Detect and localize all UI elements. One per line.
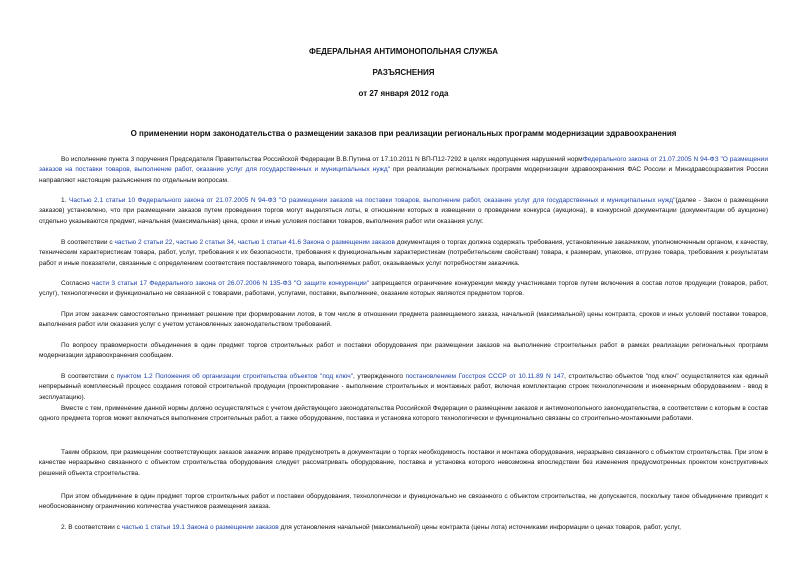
article-19-1-link[interactable]: частью 1 статьи 19.1 Закона о размещении заказов [121, 524, 279, 531]
gosstroy-resolution-link[interactable]: постановлением Госстроя СССР от 10.11.89 N 147 [405, 373, 565, 380]
paragraph-intro [39, 155, 768, 186]
article-41-6-link[interactable]: частью 1 статьи 41.6 Закона о размещении заказов [237, 239, 395, 246]
paragraph-conclusion: Таким образом, при размещении соответствующих заказов заказчик вправе предусмотреть в документации о торгах необходимость поставки и монтажа оборудования, неразрывно связанного с объектом строительства. При этом в качестве неразрывно связанного с объектом строительства оборудования следует рассматривать оборудование, поставка и установка которого невозможна впоследствии без изменения предусмотренных проектом конструктивных решений объекта строительства. [39, 449, 768, 477]
separator-text: , [233, 239, 238, 246]
paragraph-turnkey [39, 372, 768, 403]
paragraph-text: документация о торгах должна содержать требования, установленные заказчиком, уполномоченным органом, к качеству, техническим характеристикам товара, работ, услуг, требования к их безопасности, требования к функциональным характеристикам (потребительским свойствам) товара, к размерам, упаковке, отгрузке товара, требования к результатам работ и иные показатели, связанные с определением соответствия поставляемого товара, выполняемых работ, оказываемых услуг потребностям заказчика. [39, 239, 769, 267]
paragraph-text: при реализации региональных программ модернизации здравоохранения ФАС России и Минздравсоцразвития России направляют настоящие разъяснения по отдельным вопросам. [39, 166, 768, 184]
paragraph-competition [39, 279, 768, 300]
document-date: от 27 января 2012 года [358, 89, 449, 98]
article-22-link[interactable]: частью 2 статьи 22 [114, 239, 173, 246]
paragraph-application: Вместе с тем, применение данной нормы должно осуществляться с учетом действующего законодательства Российской Федерации о размещении заказов и антимонопольного законодательства, в соответствии с которым в состав одного предмета торгов может включаться выполнение строительных работ, а также оборудование, поставка и установка которого технологически и функционально связаны со строительно-монтажными работами. [39, 405, 768, 423]
paragraph-text: Во исполнение пункта 3 поручения Председателя Правительства Российской Федерации В.В.Путина от 17.10.2011 N ВП-П12-7292 в целях недопущения нарушений норм [61, 156, 583, 163]
document-title: О применении норм законодательства о размещении заказов при реализации региональных программ модернизации здравоохранения [130, 129, 677, 138]
paragraph-2 [39, 523, 768, 533]
paragraph-requirements [39, 238, 768, 269]
paragraph-text: , утвержденного [353, 373, 406, 380]
paragraph-1 [39, 196, 768, 227]
item-number: 2. В соответствии с [61, 524, 122, 531]
paragraph-text: В соответствии с [61, 373, 117, 380]
paragraph-prohibition: При этом объединение в один предмет торгов строительных работ и поставки оборудования, технологически и функционально не связанного с объектом строительства, не допускается, поскольку такое объединение приводит к необоснованному ограничению количества участников размещения заказа. [39, 493, 768, 511]
paragraph-customer-decision: При этом заказчик самостоятельно принимает решение при формировании лотов, в том числе в отношении предмета размещаемого заказа, начальной (максимальной) цены контракта, сроков и иных условий поставки товаров, выполнения работ или оказания услуг с учетом установленных законодательством требований. [39, 311, 768, 329]
separator-text: , [172, 239, 177, 246]
paragraph-text: В соответствии с [61, 239, 115, 246]
paragraph-legality: По вопросу правомерности объединения в один предмет торгов строительных работ и поставки оборудования при размещении заказов на выполнение строительных работ в рамках реализации региональных программ модернизации здравоохранения сообщаем. [39, 342, 768, 360]
agency-heading: ФЕДЕРАЛЬНАЯ АНТИМОНОПОЛЬНАЯ СЛУЖБА [309, 47, 498, 56]
law-135fz-link[interactable]: части 3 статьи 17 Федерального закона от 26.07.2006 N 135-ФЗ "О защите конкуренции" [92, 280, 370, 287]
item-number: 1. [61, 197, 69, 204]
paragraph-text: Согласно [61, 280, 93, 287]
paragraph-text: (далее - Закон о размещении заказов) установлено, что при размещении заказов путем проведения торгов могут выделяться лоты, в отношении которых в извещении о проведении конкурса (аукциона), в конкурсной документации (документации об аукционе) отдельно указываются предмет, начальная (максимальная) цена, сроки и иные условия поставки товаров, выполнения работ или оказания услуг. [39, 197, 768, 225]
document-type-heading: РАЗЪЯСНЕНИЯ [372, 68, 435, 77]
paragraph-text: для установления начальной (максимальной) цены контракта (цены лота) источниками информации о ценах товаров, работ, услуг, [278, 524, 681, 531]
law-94fz-article-10-link[interactable]: Частью 2.1 статьи 10 Федерального закона от 21.07.2005 N 94-ФЗ "О размещении заказов на поставки товаров, выполнение работ, оказание услуг для государственных и муниципальных нужд" [68, 197, 676, 204]
law-94fz-link[interactable]: Федерального закона от 21.07.2005 N 94-ФЗ "О размещении заказов на поставки товаров, выполнение работ, оказание услуг для государственных и муниципальных нужд" [39, 156, 768, 174]
article-34-link[interactable]: частью 2 статьи 34 [176, 239, 234, 246]
turnkey-regulation-link[interactable]: пунктом 1.2 Положения об организации строительства объектов "под ключ" [116, 373, 354, 380]
paragraph-text: , строительство объектов "под ключ" осуществляется как единый непрерывный комплексный процесс создания готовой строительной продукции (проектирование - выполнение строительных и монтажных работ, включая комплектацию строек технологическим и инженерным оборудованием - ввод в эксплуатацию). [39, 373, 769, 401]
paragraph-text: запрещается ограничение конкуренции между участниками торгов путем включения в состав лотов продукции (товаров, работ, услуг), технологически и функционально не связанной с товарами, работами, услугами, поставки, выполнение, оказание которых являются предметом торгов. [39, 280, 769, 298]
